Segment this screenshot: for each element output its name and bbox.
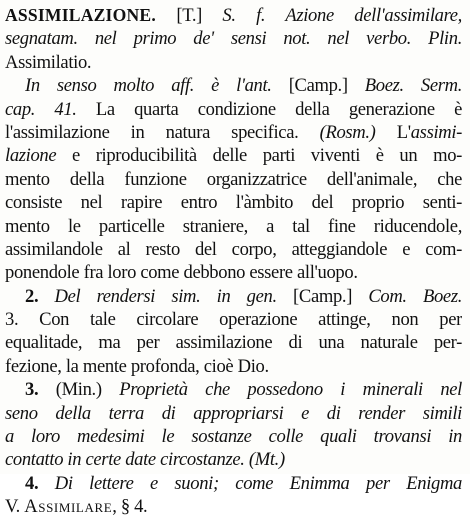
sense-3-tag: (Min.) [38,379,120,401]
entry-line-12: ponendole fra loro come debbono essere all'uopo. [5,262,358,284]
entry-line-20 [5,448,462,471]
entry-line-13 [5,285,462,308]
entry-line-6 [5,121,462,144]
sense-3-mt-tag: (Mt.) [248,449,285,471]
entry-line-22 [5,495,462,518]
entry-line-8: mento della funzione organizzatrice dell'animale, che [5,168,462,190]
entry-source-tag: [T.] [155,5,223,26]
quote-source-cap: cap. 41. [5,98,77,120]
entry-line-21 [5,472,462,495]
entry-line-4 [5,74,462,97]
entry-line-18: seno della terra di appropriarsi e di render simili [5,402,462,424]
sense-3-number: 3. [25,379,39,401]
entry-part-of-speech: S. f. [222,5,266,26]
quote-text-6b: L' [375,121,411,143]
quote-text-6: l'assimilazione in natura specifica. [5,121,320,143]
cross-ref-word: Assimilare [19,496,113,518]
entry-line-5 [5,98,462,121]
sense-4-number: 4. [25,472,39,494]
quote-source: Boez. Serm. [364,75,462,97]
entry-definition-1: Azione dell'assimilare, [265,5,462,26]
sense-2-number: 2. [25,285,39,307]
entry-line-11: assimilandole al resto del corpo, atteggiandole e com- [5,238,462,260]
entry-line-1 [5,4,462,27]
sense-2-definition: Del rendersi sim. in gen. [38,285,277,307]
quote-intro: In senso molto aff. è l'ant. [25,75,272,97]
quote-camp-tag: [Camp.] [271,75,365,97]
entry-line-9: consiste nel rapire entro l'àmbito del proprio senti- [5,192,462,214]
entry-line-19: a loro medesimi le sostanze colle quali trovansi in [5,426,462,448]
entry-line-17 [5,378,462,401]
quote-text-5: La quarta condizione della generazione è [76,98,462,120]
entry-line-14: 3. Con tale circolare operazione attinge, non per [5,309,462,331]
entry-line-7 [5,144,462,167]
sense-4-definition: Di lettere e suoni; come Enimma per Enigma [38,472,462,494]
entry-line-15: equalitade, ma per assimilazione di una naturale per- [5,332,462,354]
quote-text-7a: lazione [5,145,57,167]
entry-line-2: segnatam. nel primo de' sensi not. nel verbo. Plin. [5,28,462,50]
sense-2-camp-tag: [Camp.] [276,285,369,307]
sense-2-source: Com. Boez. [368,285,462,307]
cross-ref-v: V. [5,496,20,518]
quote-rosm-tag: (Rosm.) [319,121,376,143]
sense-3-text-end: contatto in certe date circostanze. [5,449,249,471]
quote-text-7b: e riproducibilità delle parti viventi è un mo- [56,145,462,167]
cross-ref-section: , § 4. [112,496,148,518]
quote-text-6c: assimi- [410,121,462,143]
entry-headword: ASSIMILAZIONE. [5,5,156,25]
entry-line-16: fezione, la mente profonda, cioè Dio. [5,355,269,377]
entry-line-3: Assimilatio. [5,51,92,73]
entry-line-10: mento le particelle straniere, a tal fine riducendole, [5,215,462,237]
sense-3-definition: Proprietà che possedono i minerali nel [119,379,462,401]
